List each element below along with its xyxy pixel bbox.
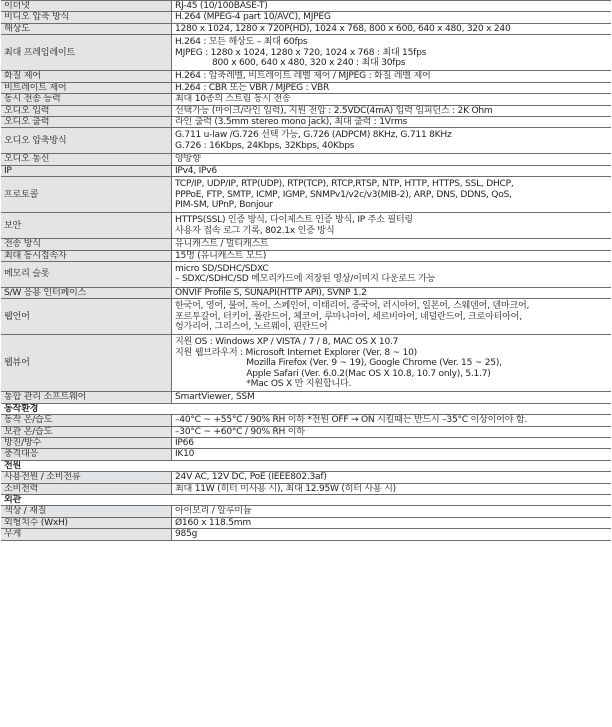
spec-value-line: ONVIF Profile S, SUNAPI(HTTP API), SVNP 1.2 [175, 287, 367, 298]
spec-sheet [1, 0, 611, 541]
section-header [1, 495, 611, 506]
section-title: 외관 [1, 495, 611, 506]
spec-value-line: 800 x 600, 640 x 480, 320 x 240 : 최대 30fps [175, 58, 406, 69]
spec-row [1, 239, 611, 250]
spec-value-line: 포르투갈어, 터키어, 폴란드어, 체코어, 루마니아어, 세르비아어, 네덜란드어, 크로아티아어, [175, 311, 522, 322]
spec-label: 보관 온/습도 [1, 426, 172, 437]
spec-label: 통합 관리 소프트웨어 [1, 392, 172, 403]
spec-value-line: IK10 [175, 449, 195, 460]
spec-value-line: PPPoE, FTP, SMTP, ICMP, IGMP, SNMPv1/v2c/v3(MIB-2), ARP, DNS, DDNS, QoS, [175, 189, 512, 200]
spec-value-line: Apple Safari (Ver. 6.0.2(Mac OS X 10.8, 10.7 only), 5.1.7) [175, 368, 491, 379]
spec-value [172, 529, 612, 540]
spec-row [1, 261, 611, 287]
spec-label: S/W 응용 인터페이스 [1, 287, 172, 298]
spec-value [172, 165, 612, 176]
spec-value-line: –30°C ~ +60°C / 90% RH 이하 [175, 426, 305, 437]
spec-row [1, 23, 611, 34]
spec-value-line: TCP/IP, UDP/IP, RTP(UDP), RTP(TCP), RTCP,RTSP, NTP, HTTP, HTTPS, SSL, DHCP, [175, 179, 514, 190]
spec-value-line: 한국어, 영어, 불어, 독어, 스페인어, 이태리어, 중국어, 러시아어, 일본어, 스웨덴어, 덴마크어, [175, 301, 530, 312]
spec-label: 웹언어 [1, 299, 172, 335]
spec-value [172, 287, 612, 298]
spec-value [172, 261, 612, 287]
spec-row [1, 517, 611, 528]
spec-value [172, 239, 612, 250]
spec-label: 오디오 입력 [1, 105, 172, 116]
spec-row [1, 35, 611, 71]
spec-value-line: – SDXC/SDHC/SD 메모리카드에 저장된 영상/이미지 다운로드 가능 [175, 274, 436, 285]
spec-row [1, 213, 611, 239]
spec-value-line: 최대 11W (히터 미사용 시), 최대 12.95W (히터 사용 시) [175, 483, 396, 494]
spec-row [1, 71, 611, 82]
spec-label: 동시 전송 능력 [1, 94, 172, 105]
spec-label: 비디오 압축 방식 [1, 12, 172, 23]
spec-value-line: SmartViewer, SSM [175, 392, 255, 403]
spec-label: 충격대응 [1, 449, 172, 460]
spec-value-line: 선택가능 (마이크/라인 입력), 지원 전압 : 2.5VDC(4mA) 입력 임피던스 : 2K Ohm [175, 105, 493, 116]
spec-row [1, 177, 611, 213]
spec-value-line: Ø160 x 118.5mm [175, 517, 251, 528]
spec-value [172, 335, 612, 392]
spec-row [1, 117, 611, 128]
spec-value-line: G.726 : 16Kbps, 24Kbps, 32Kbps, 40Kbps [175, 140, 355, 151]
spec-value-line: H.264 (MPEG-4 part 10/AVC), MJPEG [175, 12, 331, 23]
spec-value [172, 71, 612, 82]
spec-value [172, 415, 612, 426]
spec-value-line: *Mac OS X 만 지원합니다. [175, 379, 352, 389]
spec-label: 무게 [1, 529, 172, 540]
spec-value [172, 438, 612, 449]
spec-value-line: IP66 [175, 438, 194, 449]
spec-label: 이더넷 [1, 1, 172, 12]
spec-value [172, 472, 612, 483]
spec-value-line: 유니캐스트 / 멀티캐스트 [175, 239, 269, 250]
spec-value [172, 1, 612, 12]
spec-value [172, 506, 612, 517]
spec-label: 화질 제어 [1, 71, 172, 82]
spec-label: 사용전원 / 소비전류 [1, 472, 172, 483]
spec-value-line: H.264 : 압축레벨, 비트레이트 레벨 제어 / MJPEG : 화질 레벨 제어 [175, 71, 431, 82]
spec-row [1, 299, 611, 335]
spec-value-line: 라인 출력 (3.5mm stereo mono jack), 최대 출력 : 1Vrms [175, 117, 408, 128]
spec-label: 동작 온/습도 [1, 415, 172, 426]
spec-value-line: 아이보리 / 알루미늄 [175, 506, 252, 517]
spec-value [172, 392, 612, 403]
section-title: 전원 [1, 460, 611, 471]
spec-value [172, 299, 612, 335]
spec-value-line: 985g [175, 529, 198, 540]
spec-value-line: H.264 : 모든 해상도 – 최대 60fps [175, 37, 308, 48]
spec-value-line: micro SD/SDHC/SDXC [175, 263, 269, 274]
spec-value [172, 154, 612, 165]
spec-label: IP [1, 165, 172, 176]
spec-value-line: PIM-SM, UPnP, Bonjour [175, 199, 273, 210]
spec-row [1, 426, 611, 437]
spec-value [172, 117, 612, 128]
spec-value-line: 1280 x 1024, 1280 x 720P(HD), 1024 x 768, 800 x 600, 640 x 480, 320 x 240 [175, 23, 511, 34]
spec-row [1, 250, 611, 261]
spec-value-line: 지원 웹브라우저 : Microsoft Internet Explorer (Ver. 8 ~ 10) [175, 347, 417, 358]
spec-value-line: 사용자 접속 로그 기록, 802.1x 인증 방식 [175, 225, 335, 236]
spec-label: 메모리 슬롯 [1, 261, 172, 287]
spec-row [1, 506, 611, 517]
section-header [1, 403, 611, 414]
spec-label: 전송 방식 [1, 239, 172, 250]
spec-label: 방진/방수 [1, 438, 172, 449]
spec-label: 외형치수 (WxH) [1, 517, 172, 528]
spec-value [172, 517, 612, 528]
spec-value [172, 128, 612, 154]
spec-value-line: G.711 u-law /G.726 선택 가능, G.726 (ADPCM) 8KHz, G.711 8KHz [175, 130, 452, 141]
spec-label: 해상도 [1, 23, 172, 34]
spec-row [1, 449, 611, 460]
spec-label: 오디오 압축방식 [1, 128, 172, 154]
spec-label: 웹뷰어 [1, 335, 172, 392]
spec-row [1, 287, 611, 298]
spec-value [172, 449, 612, 460]
spec-value-line: HTTPS(SSL) 인증 방식, 다이제스트 인증 방식, IP 주소 필터링 [175, 215, 413, 226]
spec-value-line: IPv4, IPv6 [175, 165, 217, 176]
spec-value-line: 양방향 [175, 154, 201, 165]
spec-row [1, 483, 611, 494]
spec-value-line: 24V AC, 12V DC, PoE (IEEE802.3af) [175, 472, 327, 483]
section-header [1, 460, 611, 471]
spec-label: 오디오 출력 [1, 117, 172, 128]
spec-table [1, 0, 611, 541]
spec-value-line: MJPEG : 1280 x 1024, 1280 x 720, 1024 x 768 : 최대 15fps [175, 47, 427, 58]
spec-label: 프로토콜 [1, 177, 172, 213]
spec-value-line: –40°C ~ +55°C / 90% RH 이하 *전원 OFF → ON 시킬때는 반드시 –35°C 이상이어야 함. [175, 415, 528, 426]
spec-value [172, 426, 612, 437]
spec-value-line: 최대 10종의 스트림 동시 전송 [175, 94, 291, 105]
spec-label: 최대 프레임레이트 [1, 35, 172, 71]
spec-label: 보안 [1, 213, 172, 239]
spec-label: 오디오 통신 [1, 154, 172, 165]
spec-label: 소비전력 [1, 483, 172, 494]
spec-row [1, 472, 611, 483]
spec-value-line: Mozilla Firefox (Ver. 9 ~ 19), Google Chrome (Ver. 15 ~ 25), [175, 358, 502, 369]
spec-value [172, 105, 612, 116]
spec-row [1, 335, 611, 392]
spec-value [172, 23, 612, 34]
spec-row [1, 415, 611, 426]
spec-value [172, 177, 612, 213]
spec-value-line: 15명 (유니캐스트 모드) [175, 250, 267, 261]
spec-value [172, 250, 612, 261]
spec-value [172, 12, 612, 23]
spec-row [1, 154, 611, 165]
spec-row [1, 165, 611, 176]
spec-row [1, 105, 611, 116]
section-title: 동작환경 [1, 403, 611, 414]
spec-value [172, 82, 612, 93]
spec-value [172, 35, 612, 71]
spec-value [172, 483, 612, 494]
spec-row [1, 94, 611, 105]
spec-value-line: H.264 : CBR 또는 VBR / MJPEG : VBR [175, 82, 330, 93]
spec-row [1, 82, 611, 93]
spec-label: 비트레이트 제어 [1, 82, 172, 93]
spec-row [1, 128, 611, 154]
spec-value-line: RJ-45 (10/100BASE-T) [175, 1, 268, 11]
spec-row [1, 1, 611, 12]
spec-value-line: 지원 OS : Windows XP / VISTA / 7 / 8, MAC OS X 10.7 [175, 337, 399, 348]
spec-row [1, 529, 611, 540]
spec-row [1, 438, 611, 449]
spec-row [1, 12, 611, 23]
spec-value [172, 213, 612, 239]
spec-value [172, 94, 612, 105]
spec-row [1, 392, 611, 403]
spec-label: 최대 동시접속자 [1, 250, 172, 261]
spec-value-line: 헝가리어, 그리스어, 노르웨이, 핀란드어 [175, 321, 328, 332]
spec-label: 색상 / 재질 [1, 506, 172, 517]
